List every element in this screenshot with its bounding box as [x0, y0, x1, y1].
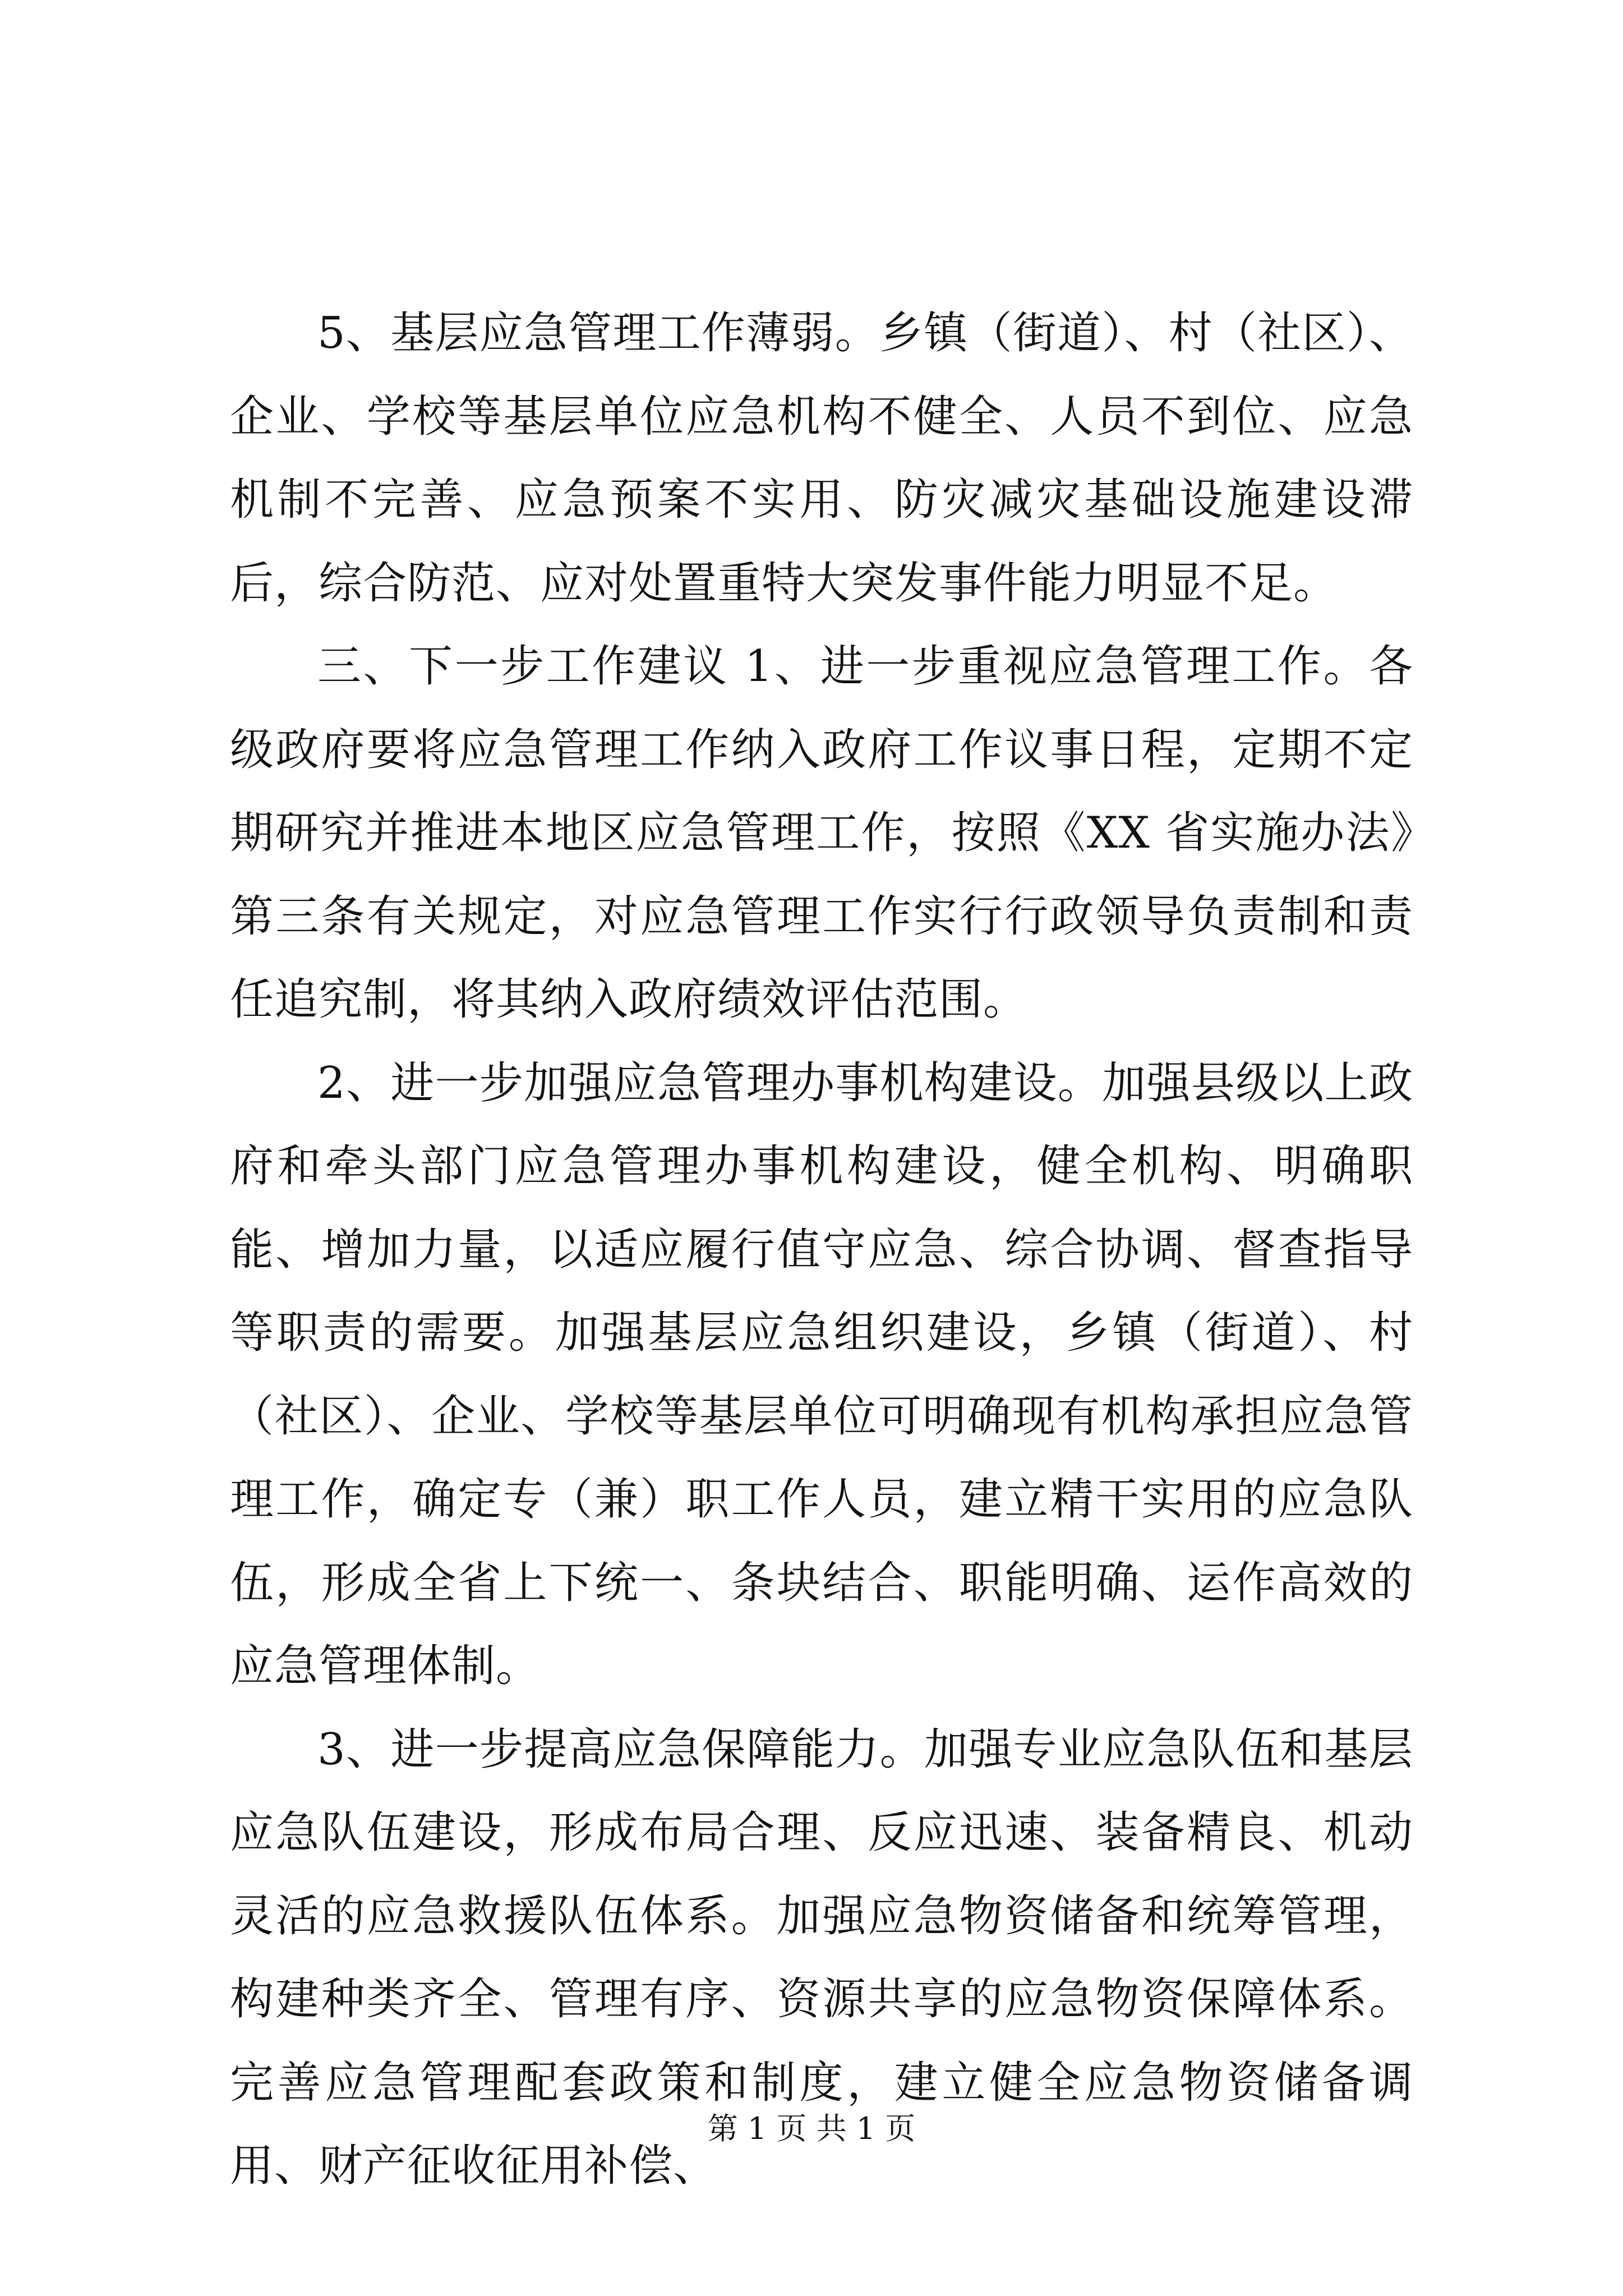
paragraph-recommendation-3: 3、进一步提高应急保障能力。加强专业应急队伍和基层应急队伍建设，形成布局合理、反应迅速、装备精良、机动灵活的应急救援队伍体系。加强应急物资储备和统筹管理，构建种类齐全、管理有序、资源共享的应急物资保障体系。完善应急管理配套政策和制度，建立健全应急物资储备调用、财产征收征用补偿、	[230, 1724, 1413, 2191]
paragraph-grassroots-weakness: 5、基层应急管理工作薄弱。乡镇（街道）、村（社区）、企业、学校等基层单位应急机构不健全、人员不到位、应急机制不完善、应急预案不实用、防灾减灾基础设施建设滞后，综合防范、应对处置重特大突发事件能力明显不足。	[230, 308, 1413, 609]
document-body	[230, 292, 1413, 2208]
paragraph-recommendation-1: 三、下一步工作建议 1、进一步重视应急管理工作。各级政府要将应急管理工作纳入政府工作议事日程，定期不定期研究并推进本地区应急管理工作，按照《XX 省实施办法》第三条有关规定，对应急管理工作实行行政领导负责制和责任追究制，将其纳入政府绩效评估范围。	[230, 641, 1413, 1025]
paragraph-recommendation-2: 2、进一步加强应急管理办事机构建设。加强县级以上政府和牵头部门应急管理办事机构建设，健全机构、明确职能、增加力量，以适应履行值守应急、综合协调、督查指导等职责的需要。加强基层应急组织建设，乡镇（街道）、村（社区）、企业、学校等基层单位可明确现有机构承担应急管理工作，确定专（兼）职工作人员，建立精干实用的应急队伍，形成全省上下统一、条块结合、职能明确、运作高效的应急管理体制。	[230, 1057, 1413, 1691]
page-footer: 第 1 页 共 1 页	[707, 2111, 916, 2146]
